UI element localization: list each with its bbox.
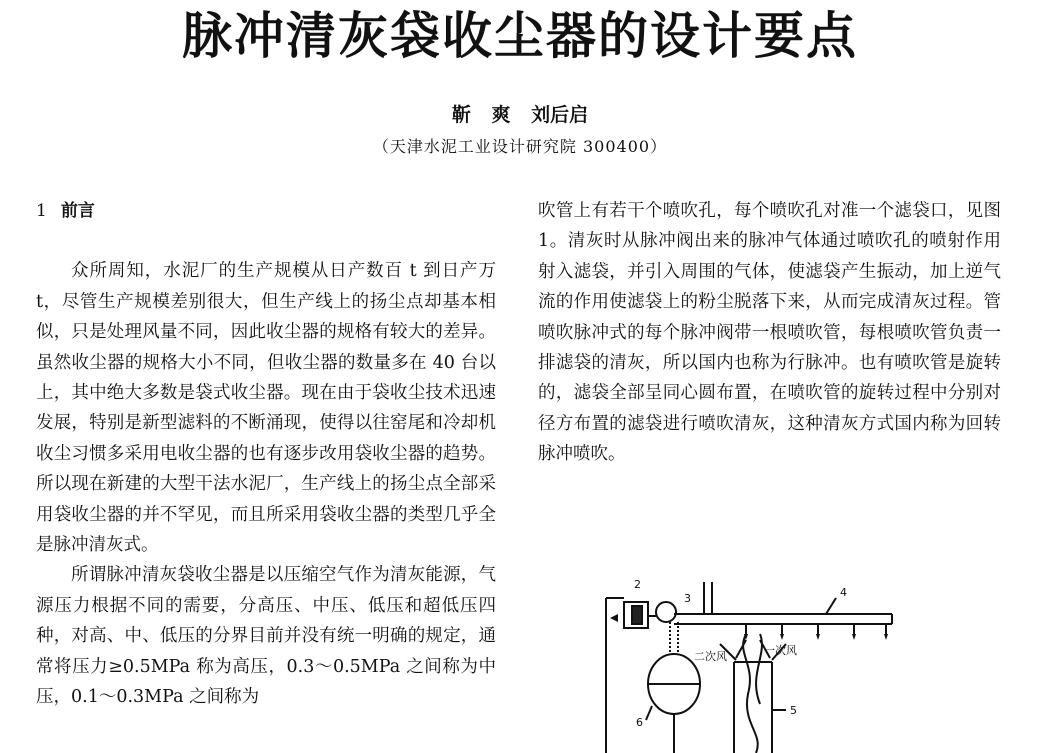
section-heading (36, 196, 496, 226)
pulse-valve (656, 602, 676, 622)
label-secondary-air-left: 二次风 (694, 650, 727, 663)
left-column (36, 196, 496, 713)
filter-bag (743, 634, 758, 753)
section-number: 1 (36, 201, 47, 221)
valve-core (632, 606, 642, 624)
paragraph: 所谓脉冲清灰袋收尘器是以压缩空气作为清灰能源，气源压力根据不同的需要，分高压、中压、低压和超低压四种，对高、中、低压的分界目前并没有统一明确的规定，通常将压力≥0.5MPa 称为高压，0.3～0.5MPa 之间称为中压，0.1～0.3MPa 之间称为 (36, 565, 496, 708)
pulse-jet-diagram-icon (596, 574, 896, 753)
label-5: 5 (790, 704, 797, 717)
label-3: 3 (684, 592, 691, 605)
authors: 靳 爽 刘后启 (451, 104, 589, 126)
figure-1 (596, 574, 896, 753)
section-title: 前言 (60, 201, 95, 221)
right-column (538, 196, 1001, 470)
label-4: 4 (840, 586, 847, 599)
paragraph: 众所周知，水泥厂的生产规模从日产数百 t 到日产万 t，尽管生产规模差别很大，但生产线上的扬尘点却基本相似，只是处理风量不同，因此收尘器的规格有较大的差异。虽然收尘器的规格大小不同，但收尘器的数量多在 40 台以上，其中绝大多数是袋式收尘器。现在由于袋收尘技术迅速发展，特别是新型滤料的不断涌现，使得以往窑尾和冷却机收尘习惯多采用电收尘器的也有逐步改用袋收尘器的趋势。所以现在新建的大型干法水泥厂，生产线上的扬尘点全部采用袋收尘器的并不罕见，而且所采用袋收尘器的类型几乎全是脉冲清灰式。 (36, 261, 496, 556)
paper-title: 脉冲清灰袋收尘器的设计要点 (182, 7, 858, 65)
affiliation: （天津水泥工业设计研究院 300400） (372, 137, 668, 156)
label-2: 2 (634, 578, 641, 591)
paragraph: 吹管上有若干个喷吹孔，每个喷吹孔对准一个滤袋口，见图 1。清灰时从脉冲阀出来的脉冲气体通过喷吹孔的喷射作用射入滤袋，并引入周围的气体，使滤袋产生振动，加上逆气流的作用使滤袋上的粉尘脱落下来，从而完成清灰过程。管喷吹脉冲式的每个脉冲阀带一根喷吹管，每根喷吹管负责一排滤袋的清灰，所以国内也称为行脉冲。也有喷吹管是旋转的，滤袋全部呈同心圆布置，在喷吹管的旋转过程中分别对径方布置的滤袋进行喷吹清灰，这种清灰方式国内称为回转脉冲喷吹。 (538, 201, 1001, 465)
label-secondary-air-right: 一次风 (764, 644, 797, 657)
label-6: 6 (636, 716, 643, 729)
